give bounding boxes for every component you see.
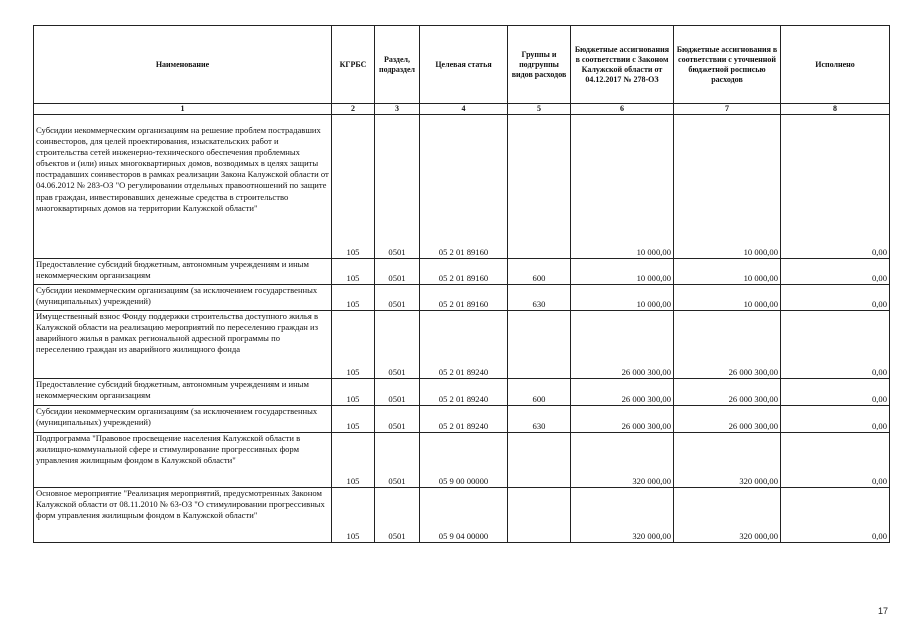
row-name: Субсидии некоммерческим организациям (за исключением государственных (муниципальных) учреждений) [34, 406, 332, 433]
row-plan-amount: 26 000 300,00 [674, 311, 781, 379]
row-razdel: 0501 [375, 488, 420, 543]
row-kgrbs: 105 [332, 433, 375, 488]
row-plan-amount: 10 000,00 [674, 115, 781, 259]
table-row [34, 259, 890, 285]
table-row [34, 115, 890, 259]
column-number: 7 [674, 104, 781, 115]
row-kgrbs: 105 [332, 488, 375, 543]
header-kgrbs: КГРБС [332, 26, 375, 104]
row-name: Предоставление субсидий бюджетным, автономным учреждениям и иным некоммерческим организациям [34, 259, 332, 285]
column-number-row [34, 104, 890, 115]
row-razdel: 0501 [375, 259, 420, 285]
row-plan-amount: 26 000 300,00 [674, 379, 781, 406]
header-name: Наименование [34, 26, 332, 104]
row-law-amount: 10 000,00 [571, 259, 674, 285]
table-row [34, 433, 890, 488]
row-law-amount: 10 000,00 [571, 285, 674, 311]
row-name: Основное мероприятие "Реализация мероприятий, предусмотренных Законом Калужской области от 08.11.2010 № 63-ОЗ "О стимулировании прогрессивных форм управления жилищным фондом в Калужской области" [34, 488, 332, 543]
table-row [34, 379, 890, 406]
row-group: 630 [508, 406, 571, 433]
header-target: Целевая статья [420, 26, 508, 104]
row-group: 600 [508, 379, 571, 406]
table-row [34, 488, 890, 543]
row-group: 630 [508, 285, 571, 311]
row-law-amount: 320 000,00 [571, 488, 674, 543]
column-number: 6 [571, 104, 674, 115]
row-name: Подпрограмма "Правовое просвещение населения Калужской области в жилищно-коммунальной сфере и стимулирование прогрессивных форм управления жилищным фондом в Калужской области" [34, 433, 332, 488]
row-plan-amount: 320 000,00 [674, 433, 781, 488]
header-razdel: Раздел, подраздел [375, 26, 420, 104]
row-target: 05 2 01 89240 [420, 406, 508, 433]
row-kgrbs: 105 [332, 406, 375, 433]
column-number: 1 [34, 104, 332, 115]
row-name: Имущественный взнос Фонду поддержки строительства доступного жилья в Калужской области на реализацию мероприятий по переселению граждан из аварийного жилья в рамках региональной адресной программы по переселению граждан из аварийного жилищного фонда [34, 311, 332, 379]
row-kgrbs: 105 [332, 285, 375, 311]
row-plan-amount: 26 000 300,00 [674, 406, 781, 433]
row-law-amount: 10 000,00 [571, 115, 674, 259]
row-name: Субсидии некоммерческим организациям (за исключением государственных (муниципальных) учреждений) [34, 285, 332, 311]
row-target: 05 2 01 89240 [420, 379, 508, 406]
row-law-amount: 320 000,00 [571, 433, 674, 488]
table-row [34, 311, 890, 379]
row-executed: 0,00 [781, 406, 890, 433]
row-target: 05 2 01 89160 [420, 259, 508, 285]
row-target: 05 9 00 00000 [420, 433, 508, 488]
row-law-amount: 26 000 300,00 [571, 311, 674, 379]
row-razdel: 0501 [375, 379, 420, 406]
budget-table [33, 25, 890, 543]
row-executed: 0,00 [781, 285, 890, 311]
row-group: 600 [508, 259, 571, 285]
row-target: 05 2 01 89160 [420, 285, 508, 311]
column-number: 3 [375, 104, 420, 115]
row-group [508, 488, 571, 543]
row-razdel: 0501 [375, 285, 420, 311]
row-group [508, 115, 571, 259]
table-row [34, 406, 890, 433]
row-executed: 0,00 [781, 379, 890, 406]
table-row [34, 285, 890, 311]
row-name: Предоставление субсидий бюджетным, автономным учреждениям и иным некоммерческим организациям [34, 379, 332, 406]
row-plan-amount: 10 000,00 [674, 259, 781, 285]
row-kgrbs: 105 [332, 311, 375, 379]
row-target: 05 9 04 00000 [420, 488, 508, 543]
row-executed: 0,00 [781, 488, 890, 543]
column-number: 4 [420, 104, 508, 115]
column-number: 5 [508, 104, 571, 115]
row-executed: 0,00 [781, 311, 890, 379]
header-law-amount: Бюджетные ассигнования в соответствии с Законом Калужской области от 04.12.2017 № 278-ОЗ [571, 26, 674, 104]
page-number: 17 [877, 606, 888, 616]
row-razdel: 0501 [375, 311, 420, 379]
row-law-amount: 26 000 300,00 [571, 379, 674, 406]
header-executed: Исполнено [781, 26, 890, 104]
row-razdel: 0501 [375, 433, 420, 488]
row-plan-amount: 320 000,00 [674, 488, 781, 543]
header-group: Группы и подгруппы видов расходов [508, 26, 571, 104]
row-razdel: 0501 [375, 406, 420, 433]
row-kgrbs: 105 [332, 259, 375, 285]
row-executed: 0,00 [781, 259, 890, 285]
row-group [508, 433, 571, 488]
row-plan-amount: 10 000,00 [674, 285, 781, 311]
row-kgrbs: 105 [332, 379, 375, 406]
column-number: 2 [332, 104, 375, 115]
row-kgrbs: 105 [332, 115, 375, 259]
header-plan-amount: Бюджетные ассигнования в соответствии с уточненной бюджетной росписью расходов [674, 26, 781, 104]
row-name: Субсидии некоммерческим организациям на решение проблем пострадавших соинвесторов, для целей проектирования, изыскательских работ и строительства сетей инженерно-технического обеспечения проблемных объектов и (или) иных многоквартирных домов, возводимых в целях защиты пострадавших соинвесторов в рамках реализации Закона Калужской области от 04.06.2012 № 283-ОЗ "О регулировании отдельных правоотношений по защите прав граждан, инвестировавших денежные средства в строительство многоквартирных домов на территории Калужской области" [34, 115, 332, 259]
row-law-amount: 26 000 300,00 [571, 406, 674, 433]
row-executed: 0,00 [781, 115, 890, 259]
row-group [508, 311, 571, 379]
column-number: 8 [781, 104, 890, 115]
row-executed: 0,00 [781, 433, 890, 488]
header-row [34, 26, 890, 104]
row-razdel: 0501 [375, 115, 420, 259]
row-target: 05 2 01 89240 [420, 311, 508, 379]
row-target: 05 2 01 89160 [420, 115, 508, 259]
